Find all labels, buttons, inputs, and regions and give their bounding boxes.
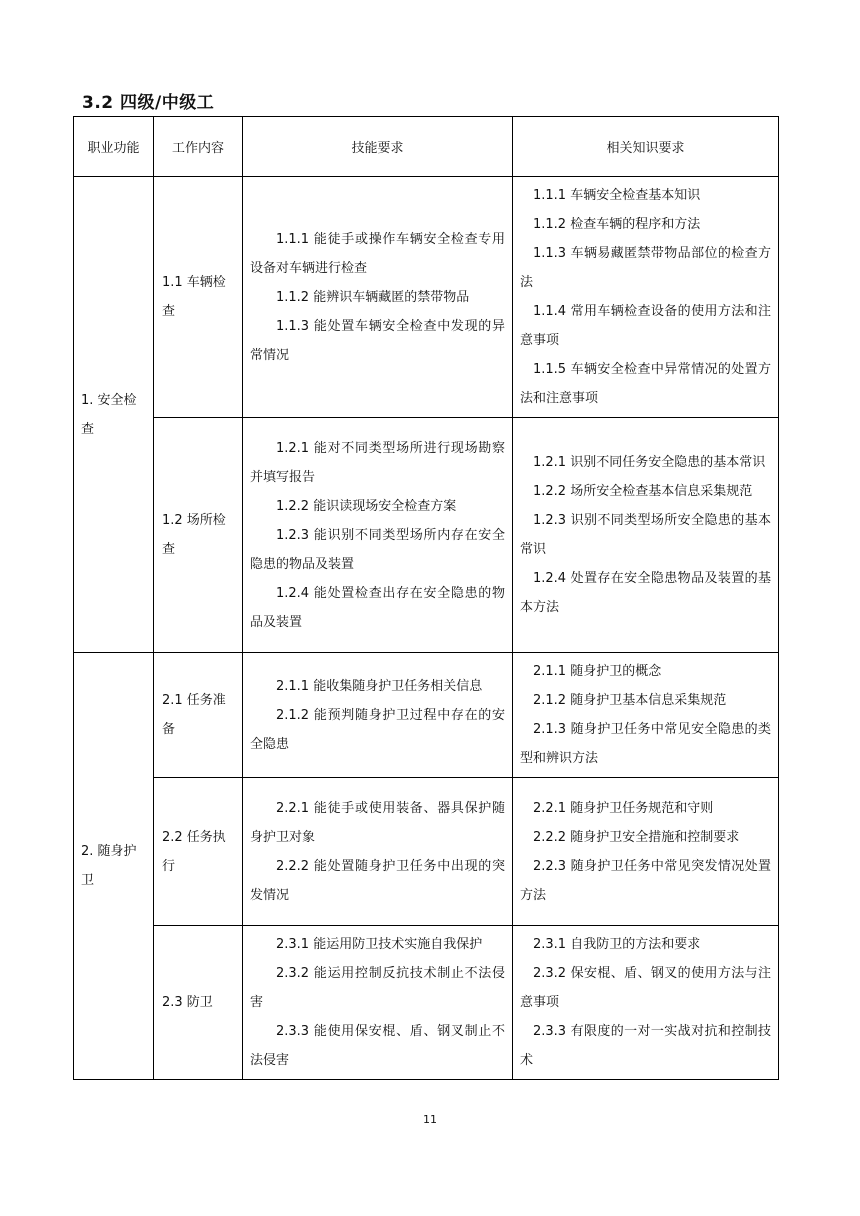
knowledge-item: 2.1.1 随身护卫的概念 [533,664,662,679]
knowledge-item: 1.1.4 常用车辆检查设备的使用方法和注意事项 [520,304,771,348]
work-content-cell: 1.1 车辆检查 [154,177,243,418]
table-row [74,653,779,778]
knowledge-item: 2.2.2 随身护卫安全措施和控制要求 [533,829,740,845]
knowledge-item: 1.2.3 识别不同类型场所安全隐患的基本常识 [520,513,771,557]
work-content-cell: 2.1 任务准备 [154,653,243,778]
skill-cell [243,926,513,1080]
skill-item: 1.1.2 能辨识车辆藏匿的禁带物品 [276,289,470,305]
knowledge-item: 2.1.3 随身护卫任务中常见安全隐患的类型和辨识方法 [520,722,771,766]
skill-item: 2.2.2 能处置随身护卫任务中出现的突发情况 [250,858,505,903]
knowledge-item: 1.2.4 处置存在安全隐患物品及装置的基本方法 [520,571,771,615]
work-content-cell: 1.2 场所检查 [154,418,243,653]
knowledge-item: 2.2.1 随身护卫任务规范和守则 [533,800,714,816]
knowledge-item: 2.3.1 自我防卫的方法和要求 [533,937,701,952]
knowledge-cell [513,653,779,778]
page-number: 11 [423,1113,437,1126]
knowledge-cell [513,926,779,1080]
knowledge-item: 1.1.2 检查车辆的程序和方法 [533,217,701,232]
table-header-row [74,117,779,177]
table-row [74,778,779,926]
header-knowledge: 相关知识要求 [513,117,779,177]
knowledge-item: 1.2.2 场所安全检查基本信息采集规范 [533,484,753,499]
skill-item: 1.2.3 能识别不同类型场所内存在安全隐患的物品及装置 [250,527,505,572]
function-cell: 2. 随身护卫 [74,653,154,1080]
skill-cell [243,177,513,418]
skills-table [73,116,779,1080]
skill-item: 2.1.1 能收集随身护卫任务相关信息 [276,678,483,694]
header-function: 职业功能 [74,117,154,177]
skill-item: 1.2.2 能识读现场安全检查方案 [276,498,457,514]
table-row [74,418,779,653]
knowledge-cell [513,177,779,418]
section-title: 3.2 四级/中级工 [82,93,215,113]
skill-item: 2.3.1 能运用防卫技术实施自我保护 [276,937,483,952]
table-row [74,926,779,1080]
skill-item: 2.3.2 能运用控制反抗技术制止不法侵害 [250,966,505,1010]
skill-item: 1.1.1 能徒手或操作车辆安全检查专用设备对车辆进行检查 [250,231,505,276]
knowledge-cell [513,778,779,926]
skill-item: 1.2.1 能对不同类型场所进行现场勘察并填写报告 [250,440,505,485]
knowledge-item: 1.2.1 识别不同任务安全隐患的基本常识 [533,455,766,470]
table-row [74,177,779,418]
skill-item: 2.2.1 能徒手或使用装备、器具保护随身护卫对象 [250,800,505,845]
skill-cell [243,778,513,926]
header-skill: 技能要求 [243,117,513,177]
knowledge-item: 1.1.1 车辆安全检查基本知识 [533,188,701,203]
knowledge-item: 1.1.5 车辆安全检查中异常情况的处置方法和注意事项 [520,362,771,406]
skill-cell [243,418,513,653]
work-content-cell: 2.3 防卫 [154,926,243,1080]
knowledge-item: 2.3.2 保安棍、盾、钢叉的使用方法与注意事项 [520,966,771,1010]
knowledge-cell [513,418,779,653]
header-work-content: 工作内容 [154,117,243,177]
knowledge-item: 1.1.3 车辆易藏匿禁带物品部位的检查方法 [520,246,771,290]
knowledge-item: 2.1.2 随身护卫基本信息采集规范 [533,693,727,708]
knowledge-item: 2.2.3 随身护卫任务中常见突发情况处置方法 [520,858,771,903]
function-cell: 1. 安全检查 [74,177,154,653]
work-content-cell: 2.2 任务执行 [154,778,243,926]
knowledge-item: 2.3.3 有限度的一对一实战对抗和控制技术 [520,1024,771,1068]
skill-item: 1.2.4 能处置检查出存在安全隐患的物品及装置 [250,585,505,630]
skill-cell [243,653,513,778]
skill-item: 2.3.3 能使用保安棍、盾、钢叉制止不法侵害 [250,1024,505,1068]
skill-item: 1.1.3 能处置车辆安全检查中发现的异常情况 [250,318,505,363]
skill-item: 2.1.2 能预判随身护卫过程中存在的安全隐患 [250,707,505,752]
